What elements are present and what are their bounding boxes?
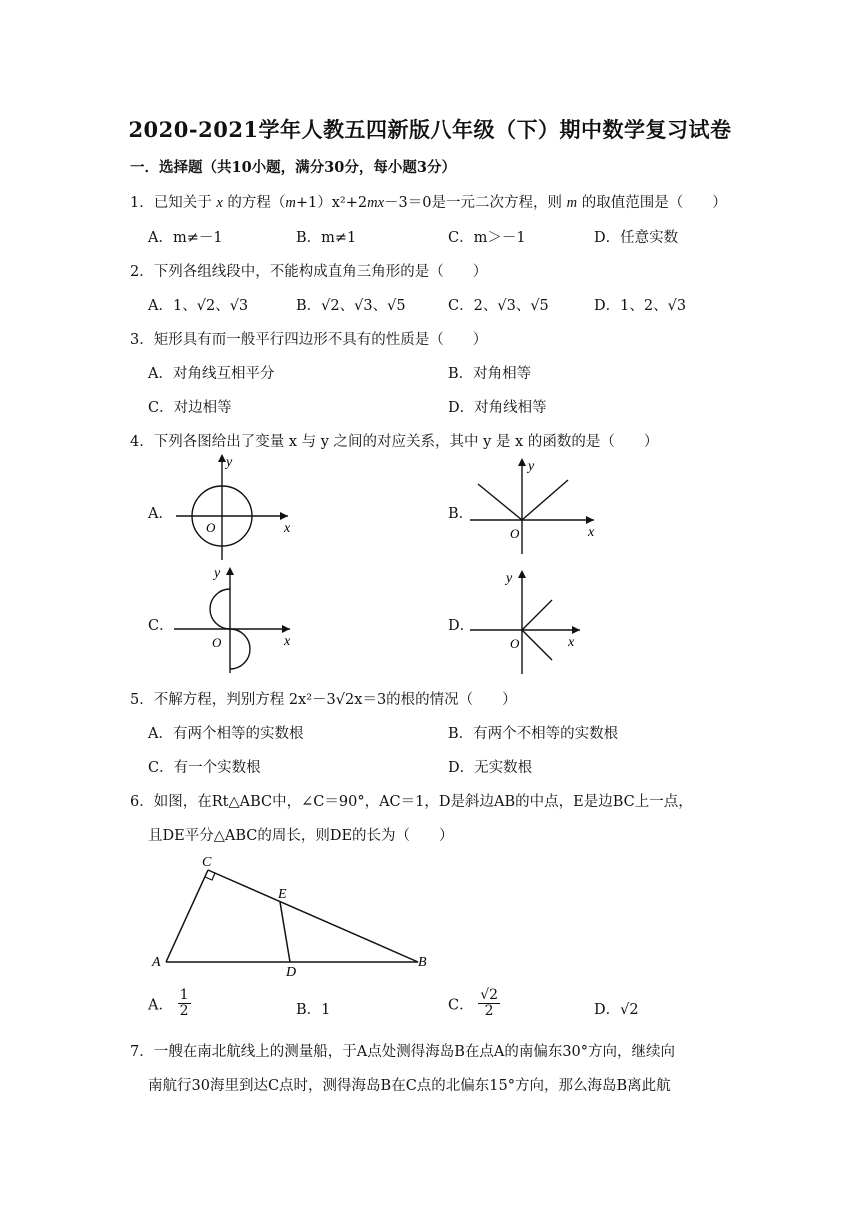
q1-option-a[interactable]: A．m≠－1 xyxy=(148,230,223,246)
q1-option-b[interactable]: B．m≠1 xyxy=(296,230,357,246)
question-4: 4．下列各图给出了变量 x 与 y 之间的对应关系，其中 y 是 x 的函数的是（ ） xyxy=(130,434,659,450)
svg-text:O: O xyxy=(510,526,520,541)
q2-option-b[interactable]: B．√2、√3、√5 xyxy=(296,298,406,314)
point-c-label: C xyxy=(202,855,212,870)
q2-option-d[interactable]: D．1、2、√3 xyxy=(594,298,687,314)
question-6-line-1: 6．如图，在Rt△ABC中，∠C＝90°，AC＝1，D是斜边AB的中点，E是边BC上一点， xyxy=(130,794,693,810)
question-3: 3．矩形具有而一般平行四边形不具有的性质是（ ） xyxy=(130,332,488,348)
question-5: 5．不解方程，判别方程 2x²－3√2x＝3的根的情况（ ） xyxy=(130,692,517,708)
q3-option-c[interactable]: C．对边相等 xyxy=(148,400,232,416)
q4-graph-c xyxy=(174,563,298,675)
q6-option-d[interactable]: D．√2 xyxy=(594,1002,639,1018)
q5-option-c[interactable]: C．有一个实数根 xyxy=(148,760,261,776)
page-title: 2020-2021学年人教五四新版八年级（下）期中数学复习试卷 xyxy=(128,117,732,142)
svg-text:y: y xyxy=(214,566,221,581)
svg-text:x: x xyxy=(588,525,595,540)
q6-option-c[interactable]: C． $\frac{√2}{2}$ xyxy=(448,987,499,1020)
q4-option-b[interactable]: B． xyxy=(448,506,474,522)
q2-option-c[interactable]: C．2、√3、√5 xyxy=(448,298,549,314)
point-d-label: D xyxy=(286,965,297,978)
question-7-line-1: 7．一艘在南北航线上的测量船，于A点处测得海岛B在点A的南偏东30°方向，继续向 xyxy=(130,1044,676,1060)
q6-option-b[interactable]: B．1 xyxy=(296,1002,331,1018)
q4-option-a[interactable]: A． xyxy=(148,506,173,522)
q1-option-c[interactable]: C．m＞－1 xyxy=(448,230,526,246)
q3-option-d[interactable]: D．对角线相等 xyxy=(448,400,547,416)
q5-option-d[interactable]: D．无实数根 xyxy=(448,760,533,776)
origin-label: O xyxy=(206,520,216,535)
svg-text:x: x xyxy=(284,634,291,649)
question-2: 2．下列各组线段中，不能构成直角三角形的是（ ） xyxy=(130,264,488,280)
q4-option-d[interactable]: D． xyxy=(448,618,475,634)
point-a-label: A xyxy=(152,955,161,970)
q6-triangle-figure xyxy=(148,848,438,978)
svg-text:O: O xyxy=(212,635,222,650)
q4-option-c[interactable]: C． xyxy=(148,618,174,634)
q5-option-a[interactable]: A．有两个相等的实数根 xyxy=(148,726,304,742)
question-7-line-2: 南航行30海里到达C点时，测得海岛B在C点的北偏东15°方向，那么海岛B离此航 xyxy=(148,1078,671,1094)
q3-option-b[interactable]: B．对角相等 xyxy=(448,366,532,382)
axis-y-label: y xyxy=(226,455,233,470)
q3-option-a[interactable]: A．对角线互相平分 xyxy=(148,366,275,382)
point-e-label: E xyxy=(278,887,287,902)
section-heading: 一．选择题（共10小题，满分30分，每小题3分） xyxy=(130,159,456,176)
point-b-label: B xyxy=(418,955,427,970)
q4-graph-a xyxy=(176,452,296,562)
q5-option-b[interactable]: B．有两个不相等的实数根 xyxy=(448,726,619,742)
q4-graph-d xyxy=(470,566,590,676)
svg-text:x: x xyxy=(568,635,575,650)
question-1: 1．已知关于 x 的方程（m+1）x²+2mx－3＝0是一元二次方程，则 m 的取值范围是（ ） xyxy=(130,195,727,211)
q1-option-d[interactable]: D．任意实数 xyxy=(594,230,679,246)
svg-text:y: y xyxy=(528,459,535,474)
question-6-line-2: 且DE平分△ABC的周长，则DE的长为（ ） xyxy=(148,828,454,844)
svg-text:O: O xyxy=(510,636,520,651)
q6-option-a[interactable]: A． $\frac{1}{2}$ xyxy=(148,987,189,1020)
svg-text:y: y xyxy=(506,571,513,586)
q4-graph-b xyxy=(470,456,600,556)
axis-x-label: x xyxy=(284,521,291,536)
q2-option-a[interactable]: A．1、√2、√3 xyxy=(148,298,249,314)
